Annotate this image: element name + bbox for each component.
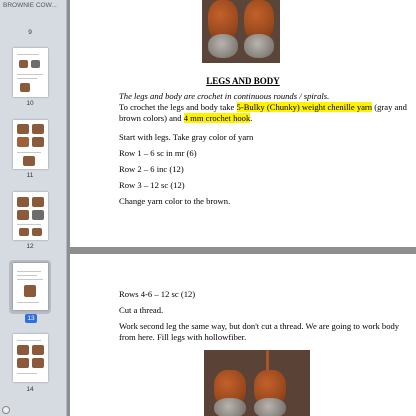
page-number-9: 9 — [28, 29, 32, 36]
hook-highlight: 4 mm crochet hook — [183, 113, 251, 123]
cut-thread-text: Cut a thread. — [119, 305, 164, 315]
row-3-text: Row 3 – 12 sc (12) — [119, 180, 185, 190]
materials-paragraph: To crochet the legs and body take 5-Bulky (Chunky) weight chenille yarn (gray and brown colors) and 4 mm crochet hook. — [119, 102, 407, 123]
thumbnail-page-14[interactable] — [13, 334, 48, 382]
second-leg-text: Work second leg the same way, but don't cut a thread. We are going to work body from here. Fill legs with hollowfiber. — [119, 321, 400, 342]
rows-4-6-text: Rows 4-6 – 12 sc (12) — [119, 289, 196, 299]
thumbnail-sidebar — [0, 0, 67, 416]
thumbnail-page-12[interactable] — [13, 192, 48, 240]
yarn-highlight: 5-Bulky (Chunky) weight chenille yarn — [236, 102, 373, 112]
intro-text: The legs and body are crochet in continuous rounds / spirals. — [119, 91, 330, 101]
document-page-lower — [70, 254, 416, 416]
page-number-10: 10 — [26, 100, 34, 107]
start-legs-text: Start with legs. Take gray color of yarn — [119, 132, 254, 142]
crochet-legs-photo-top — [202, 0, 280, 63]
thumbnail-page-13[interactable] — [13, 263, 48, 310]
sidebar-document-title: BROWNIE COW... — [3, 2, 57, 9]
crochet-legs-photo-bottom — [204, 350, 310, 416]
page-number-13: 13 — [25, 314, 37, 323]
row-1-text: Row 1 – 6 sc in mr (6) — [119, 148, 197, 158]
row-2-text: Row 2 – 6 inc (12) — [119, 164, 184, 174]
page-number-12: 12 — [26, 243, 34, 250]
thumbnail-page-11[interactable] — [13, 120, 48, 169]
document-page-upper — [70, 0, 416, 247]
page-number-11: 11 — [26, 172, 34, 179]
change-color-text: Change yarn color to the brown. — [119, 196, 231, 206]
thumbnail-page-10[interactable] — [13, 48, 48, 97]
section-heading: LEGS AND BODY — [206, 76, 280, 86]
sidebar-scroll-button[interactable] — [2, 406, 10, 414]
page-number-14: 14 — [26, 386, 34, 393]
